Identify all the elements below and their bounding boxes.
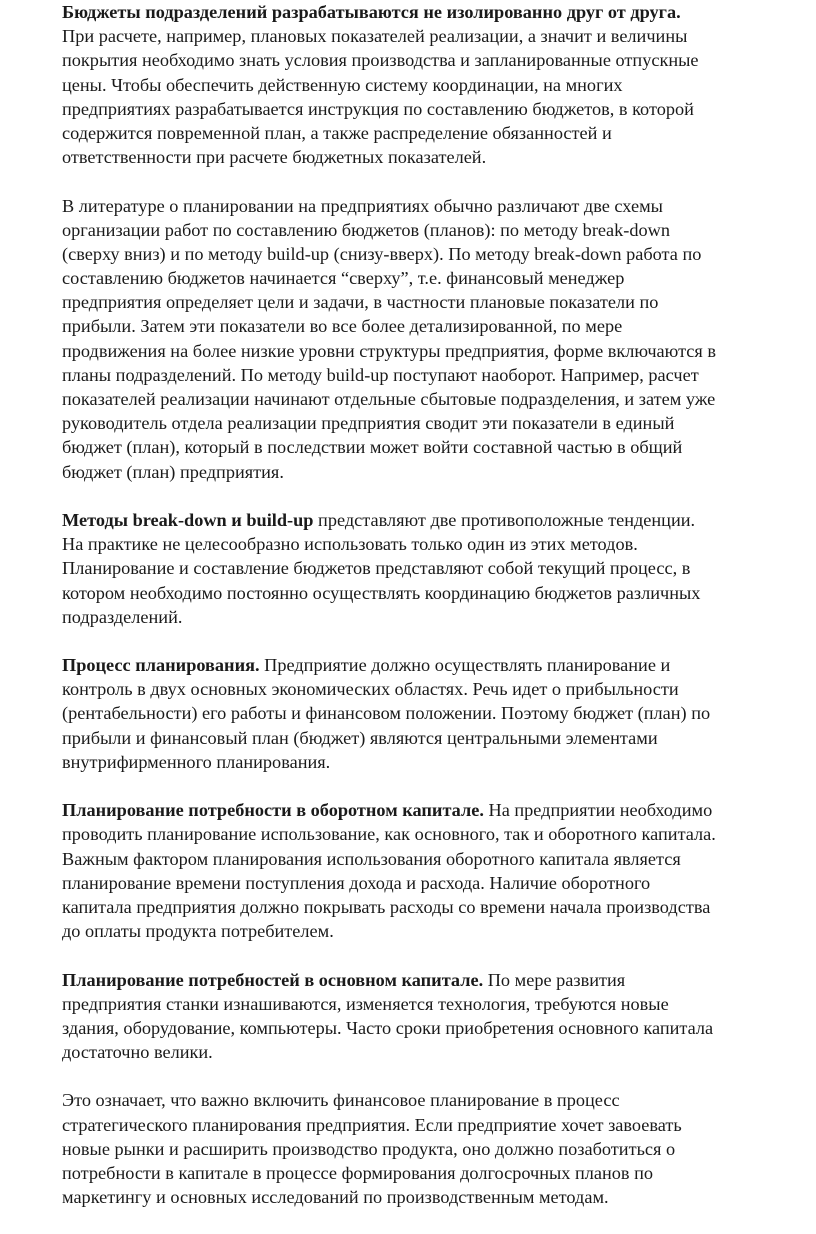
text-line: предприятиях разрабатывается инструкция по составлению бюджетов, в которой — [62, 98, 694, 119]
paragraph-lead: Методы break-down и build-up — [62, 509, 314, 530]
text-line: стратегического планирования предприятия. Если предприятие хочет завоевать — [62, 1114, 682, 1135]
paragraph-planning-process — [62, 653, 814, 774]
text-line: внутрифирменного планирования. — [62, 751, 331, 772]
paragraph-first-line — [62, 968, 814, 992]
text-line: предприятия станки изнашиваются, изменяется технология, требуются новые — [62, 993, 669, 1014]
text-line: содержится повременной план, а также распределение обязанностей и — [62, 122, 612, 143]
text-line: здания, оборудование, компьютеры. Часто сроки приобретения основного капитала — [62, 1017, 714, 1038]
text-line: подразделений. — [62, 606, 183, 627]
paragraph-planning-schemes — [62, 194, 814, 484]
text-line: планы подразделений. По методу build-up поступают наоборот. Например, расчет — [62, 364, 699, 385]
text-line: планирование времени поступления дохода и расхода. Наличие оборотного — [62, 872, 651, 893]
paragraph-fixed-capital — [62, 968, 814, 1065]
text-line: Важным фактором планирования использования оборотного капитала является — [62, 848, 681, 869]
text-line: Это означает, что важно включить финансовое планирование в процесс — [62, 1090, 620, 1111]
text-line: котором необходимо постоянно осуществлять координацию бюджетов различных — [62, 582, 701, 603]
text-line: На практике не целесообразно использовать только один из этих методов. — [62, 534, 638, 555]
paragraph-first-rest: На предприятии необходимо — [483, 800, 713, 821]
paragraph-lead: Планирование потребности в оборотном капитале. — [62, 800, 484, 821]
paragraph-budget-coordination — [62, 0, 814, 169]
text-line: прибыли и финансовый план (бюджет) являются центральными элементами — [62, 727, 658, 748]
paragraph-lead: Планирование потребностей в основном капитале. — [62, 969, 484, 990]
paragraph-lead: Процесс планирования. — [62, 655, 260, 676]
text-line: проводить планирование использование, как основного, так и оборотного капитала. — [62, 824, 716, 845]
paragraph-first-rest: По мере развития — [483, 969, 626, 990]
text-line: прибыли. Затем эти показатели во все более детализированной, по мере — [62, 316, 623, 337]
text-line: руководитель отдела реализации предприятия сводит эти показатели в единый — [62, 413, 675, 434]
paragraph-first-line — [62, 798, 814, 822]
paragraph-first-line — [62, 508, 814, 532]
text-line: контроль в двух основных экономических областях. Речь идет о прибыльности — [62, 679, 679, 700]
paragraph-lead: Бюджеты подразделений разрабатываются не изолированно друг от друга. — [62, 2, 681, 22]
text-line: продвижения на более низкие уровни структуры предприятия, форме включаются в — [62, 340, 717, 361]
text-line: При расчете, например, плановых показателей реализации, а значит и величины — [62, 26, 688, 47]
text-line: предприятия определяет цели и задачи, в частности плановые показатели по — [62, 292, 659, 313]
text-line: до оплаты продукта потребителем. — [62, 921, 334, 942]
paragraph-first-rest: Предприятие должно осуществлять планирование и — [259, 655, 671, 676]
text-line: бюджет (план) предприятия. — [62, 461, 284, 482]
paragraph-first-line — [62, 653, 814, 677]
text-line: бюджет (план), который в последствии может войти составной частью в общий — [62, 437, 683, 458]
paragraph-working-capital — [62, 798, 814, 943]
paragraph-strategic-planning — [62, 1088, 814, 1209]
text-line: потребности в капитале в процессе формирования долгосрочных планов по — [62, 1163, 654, 1183]
text-line: достаточно велики. — [62, 1042, 213, 1063]
text-line: составлению бюджетов начинается “сверху”, т.е. финансовый менеджер — [62, 268, 625, 289]
paragraph-first-rest: представляют две противоположные тенденции. — [313, 509, 696, 530]
paragraph-methods — [62, 508, 814, 629]
text-line: организации работ по составлению бюджетов (планов): по методу break-down — [62, 219, 670, 240]
text-line: покрытия необходимо знать условия производства и запланированные отпускные — [62, 50, 699, 71]
text-line: цены. Чтобы обеспечить действенную систему координации, на многих — [62, 74, 623, 95]
text-line: (сверху вниз) и по методу build-up (снизу-вверх). По методу break-down работа по — [62, 243, 702, 264]
text-line: Планирование и составление бюджетов представляют собой текущий процесс, в — [62, 558, 691, 579]
text-line: показателей реализации начинают отдельные сбытовые подразделения, и затем уже — [62, 389, 716, 409]
text-line: маркетингу и основных исследований по производственным методам. — [62, 1187, 609, 1208]
document-page — [62, 0, 814, 1234]
text-line: капитала предприятия должно покрывать расходы со времени начала производства — [62, 896, 711, 917]
text-line: ответственности при расчете бюджетных показателей. — [62, 147, 487, 168]
text-line: (рентабельности) его работы и финансовом положении. Поэтому бюджет (план) по — [62, 703, 711, 724]
text-line: новые рынки и расширить производство продукта, оно должно позаботиться о — [62, 1138, 676, 1159]
text-line: В литературе о планировании на предприятиях обычно различают две схемы — [62, 195, 663, 216]
